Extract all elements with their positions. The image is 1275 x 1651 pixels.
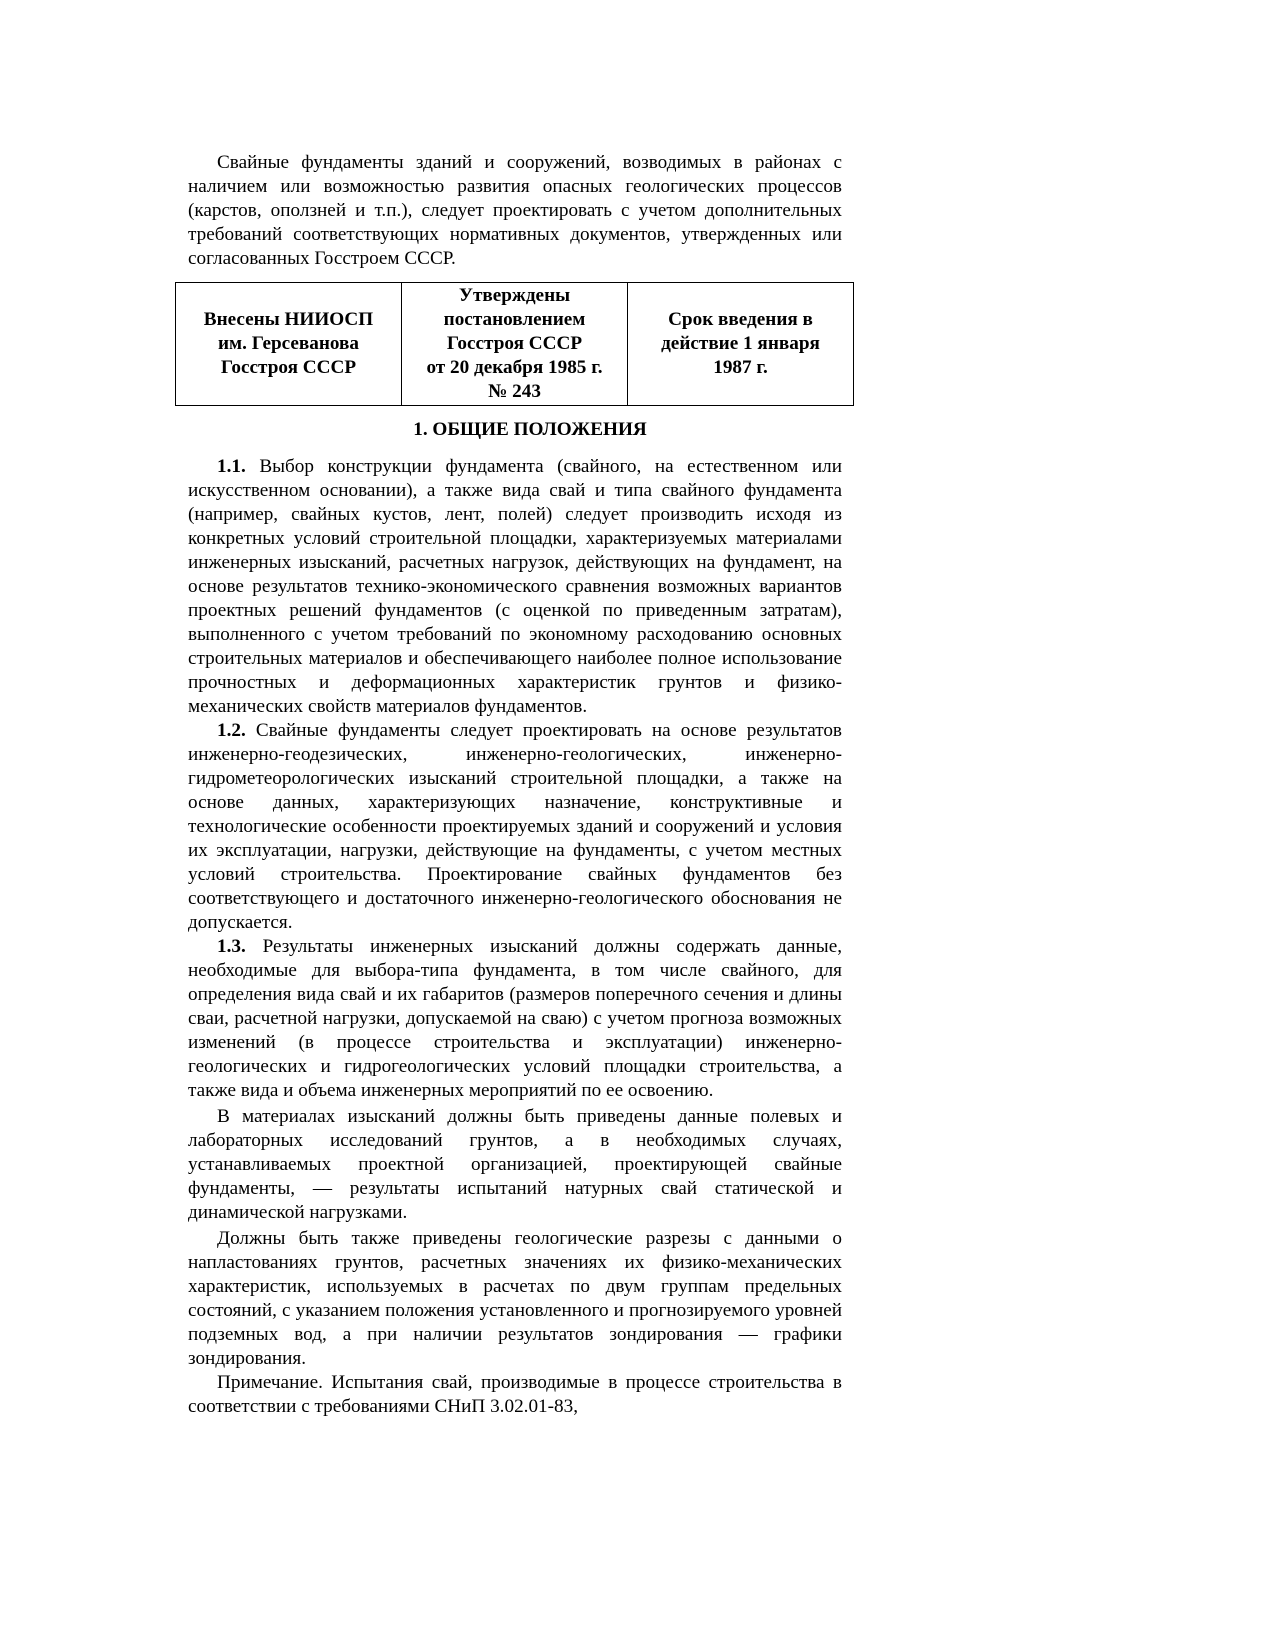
clause-1-1 — [188, 455, 842, 719]
approved-by-cell: Утверждены постановлением Госстроя СССР от 20 декабря 1985 г. № 243 — [402, 283, 628, 406]
clause-number: 1.2. — [217, 720, 246, 741]
clause-text: Свайные фундаменты следует проектировать на основе результатов инженерно-геодезических, инженерно-геологических, инженерно-гидрометеорологических изысканий строительной площадки, а также на основе данных, характеризующих назначение, конструктивные и технологические особенности проектируемых зданий и сооружений и условия их эксплуатации, нагрузки, действующие на фундаменты, с учетом местных условий строительства. Проектирование свайных фундаментов без соответствующего и достаточного инженерно-геологического обоснования не допускается. — [188, 720, 842, 933]
section-title: 1. ОБЩИЕ ПОЛОЖЕНИЯ — [413, 419, 647, 440]
clause-number: 1.3. — [217, 936, 246, 957]
clause-number: 1.1. — [217, 456, 246, 477]
effective-date-cell: Срок введения в действие 1 января 1987 г. — [628, 283, 854, 406]
clause-1-2 — [188, 719, 842, 935]
approval-table-row — [176, 283, 854, 406]
intro-block — [188, 151, 842, 271]
clause-text: Выбор конструкции фундамента (свайного, на естественном или искусственном основании), а также вида свай и типа свайного фундамента (например, свайных кустов, лент, полей) следует производить исходя из конкретных условий строительной площадки, характеризуемых материалами инженерных изысканий, расчетных нагрузок, действующих на фундамент, на основе результатов технико-экономического сравнения возможных вариантов проектных решений фундаментов (с оценкой по приведенным затратам), выполненного с учетом требований по экономному расходованию основных строительных материалов и обеспечивающего наиболее полное использование прочностных и деформационных характеристик грунтов и физико-механических свойств материалов фундаментов. — [188, 456, 842, 717]
section-body — [188, 455, 842, 1419]
intro-paragraph: Свайные фундаменты зданий и сооружений, возводимых в районах с наличием или возможностью развития опасных геологических процессов (карстов, оползней и т.п.), следует проектировать с учетом дополнительных требований соответствующих нормативных документов, утвержденных или согласованных Госстроем СССР. — [188, 152, 842, 269]
approval-table — [175, 282, 854, 406]
introduced-by-cell: Внесены НИИОСП им. Герсеванова Госстроя СССР — [176, 283, 402, 406]
geologic-sections-paragraph: Должны быть также приведены геологические разрезы с данными о напластованиях грунтов, расчетных значениях их физико-механических характеристик, используемых в расчетах по двум группам предельных состояний, с указанием положения установленного и прогнозируемого уровней подземных вод, а при наличии результатов зондирования — графики зондирования. — [188, 1228, 842, 1369]
clause-text: Результаты инженерных изысканий должны содержать данные, необходимые для выбора-типа фундамента, в том числе свайного, для определения вида свай и их габаритов (размеров поперечного сечения и длины сваи, расчетной нагрузки, допускаемой на сваю) с учетом прогноза возможных изменений (в процессе строительства и эксплуатации) инженерно-геологических и гидрогеологических условий площадки строительства, а также вида и объема инженерных мероприятий по ее освоению. — [188, 936, 843, 1101]
note-paragraph: Примечание. Испытания свай, производимые в процессе строительства в соответствии с требованиями СНиП 3.02.01-83, — [188, 1372, 842, 1417]
materials-paragraph: В материалах изысканий должны быть приведены данные полевых и лабораторных исследований грунтов, а в необходимых случаях, устанавливаемых проектной организацией, проектирующей свайные фундаменты, — результаты испытаний натурных свай статической и динамической нагрузками. — [188, 1106, 842, 1223]
clause-1-3 — [188, 935, 842, 1103]
